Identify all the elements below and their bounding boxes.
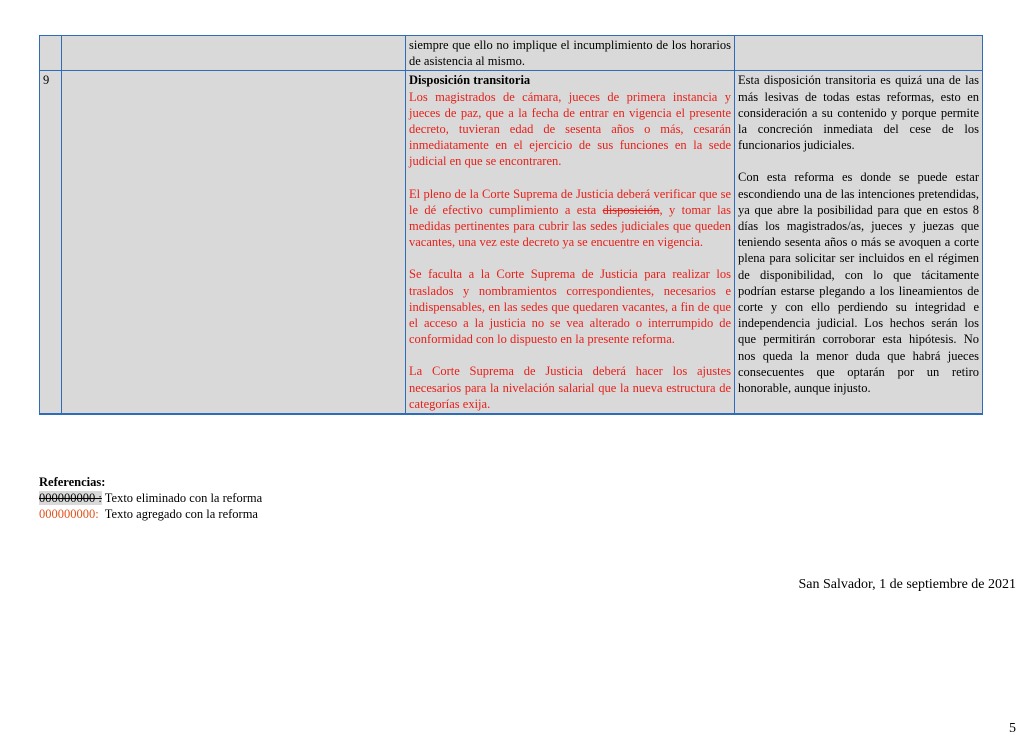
reform-paragraph-4: La Corte Suprema de Justicia deberá hacer los ajustes necesarios para la nivelación salarial que la nueva estructura de categorías exija.: [409, 364, 731, 411]
cell-reform: [406, 71, 735, 414]
deleted-code: 000000000 :: [39, 491, 102, 505]
added-code: 000000000:: [39, 507, 99, 521]
reference-added: [39, 506, 262, 522]
cell-number: [40, 36, 62, 71]
deleted-label: Texto eliminado con la reforma: [101, 491, 263, 505]
reform-paragraph-2: [409, 186, 731, 251]
comment-paragraph-2: Con esta reforma es donde se puede estar escondiendo una de las intenciones pretendidas, ya que abre la posibilidad para que en estos 8 días los magistrados/as, jueces y juezas que teniendo sesenta años o más se avoquen a corte plena para solicitar ser incluidos en el régimen de disponibilidad, con lo que tácitamente podrían estarse plegando a los lineamientos de corte y con ello perdiendo su integridad e independencia judicial. Los hechos serán los que permitirán corroborar esta hipótesis. No nos queda la menor duda que habrá jueces consecuentes que optarán por un retiro honorable, aunque injusto.: [738, 170, 979, 396]
reform-paragraph-2-a: El pleno de la Corte Suprema de Justicia deberá verificar que se le dé efectivo cumplimiento a esta: [409, 186, 731, 217]
reform-paragraph-3: Se faculta a la Corte Suprema de Justicia para realizar los traslados y nombramientos correspondientes, necesarios e indispensables, en las sedes que quedaren vacantes, a fin de que el acceso a la justicia no se vea alterado o interrumpido de conformidad con lo dispuesto en la presente reforma.: [409, 267, 731, 347]
reform-heading: Disposición transitoria: [409, 73, 531, 88]
cell-reform: [406, 36, 735, 71]
comment-paragraph-1: Esta disposición transitoria es quizá una de las más lesivas de todas estas reformas, esto en consideración a su contenido y porque permite la concreción inmediata del cese de los funcionarios judiciales.: [738, 73, 979, 153]
references: [39, 474, 262, 522]
cell-comment: [735, 36, 983, 71]
cell-original: [62, 71, 406, 414]
references-title: Referencias:: [39, 475, 106, 489]
added-label: Texto agregado con la reforma: [98, 507, 258, 521]
table-row-continued: [40, 36, 983, 71]
reform-paragraph-1: Los magistrados de cámara, jueces de primera instancia y jueces de paz, que a la fecha de entrar en vigencia el presente decreto, tuvieran edad de sesenta años o más, cesarán inmediatamente en el ejercicio de sus funciones en la sede judicial en que se encontraren.: [409, 89, 731, 169]
cell-number: 9: [40, 71, 62, 414]
cell-comment: [735, 71, 983, 414]
place-date: San Salvador, 1 de septiembre de 2021: [798, 577, 1016, 592]
page-number: 5: [1009, 721, 1016, 736]
struck-word: disposición: [602, 202, 660, 217]
reference-deleted: [39, 490, 262, 506]
comparison-table: [39, 35, 983, 415]
cell-original: [62, 36, 406, 71]
reform-paragraph-2-b: , y tomar las medidas pertinentes para cubrir las sedes judiciales que queden vacantes, una vez este decreto ya se encuentre en vigencia.: [409, 202, 731, 250]
reform-text: siempre que ello no implique el incumplimiento de los horarios de asistencia al mismo.: [409, 38, 731, 69]
table-row-9: [40, 71, 983, 414]
